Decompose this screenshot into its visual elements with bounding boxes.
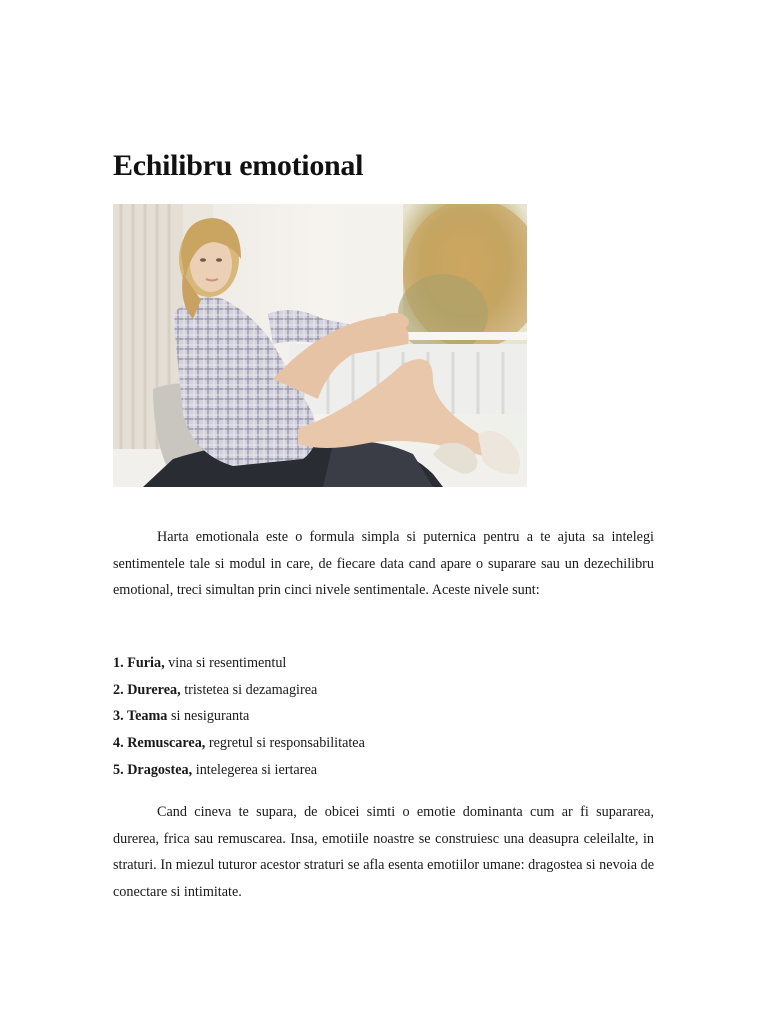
emotional-levels-list [113, 650, 365, 783]
level-number: 3. [113, 708, 124, 725]
level-description: tristetea si dezamagirea [184, 681, 318, 698]
level-number: 1. [113, 655, 124, 671]
photo-woman-by-window [113, 204, 527, 487]
list-item [113, 703, 365, 730]
level-name: Furia, [127, 655, 165, 671]
level-number: 5. [113, 761, 124, 778]
level-name: Remuscarea, [127, 735, 206, 752]
level-name: Teama [126, 708, 168, 725]
level-description: intelegerea si iertarea [195, 761, 318, 778]
intro-paragraph-text: Harta emotionala este o formula simpla si puternica pentru a te ajuta sa intelegi sentimentele tale si modul in care, de fiecare data cand apare o suparare sau un dezechilibru emotional, treci simultan prin cinci nivele sentimentale. Aceste nivele sunt: [113, 529, 654, 598]
page-title: Echilibru emotional [113, 149, 364, 182]
list-item [113, 650, 365, 677]
level-name: Dragostea, [127, 761, 193, 778]
list-item [113, 677, 365, 704]
list-item [113, 757, 365, 784]
level-description: regretul si responsabilitatea [208, 735, 365, 752]
level-description: si nesiguranta [170, 708, 250, 725]
level-number: 2. [113, 681, 124, 698]
list-item [113, 730, 365, 757]
level-name: Durerea, [127, 681, 181, 698]
intro-paragraph [113, 524, 654, 604]
level-number: 4. [113, 735, 124, 752]
closing-paragraph-text: Cand cineva te supara, de obicei simti o emotie dominanta cum ar fi supararea, durerea, frica sau remuscarea. Insa, emotiile noastre se construiesc una deasupra celeilalte, in straturi. In miezul tuturor acestor straturi se afla esenta emotiilor umane: dragostea si nevoia de conectare si intimitate. [113, 804, 654, 900]
level-description: vina si resentimentul [168, 655, 287, 671]
closing-paragraph [113, 799, 654, 905]
